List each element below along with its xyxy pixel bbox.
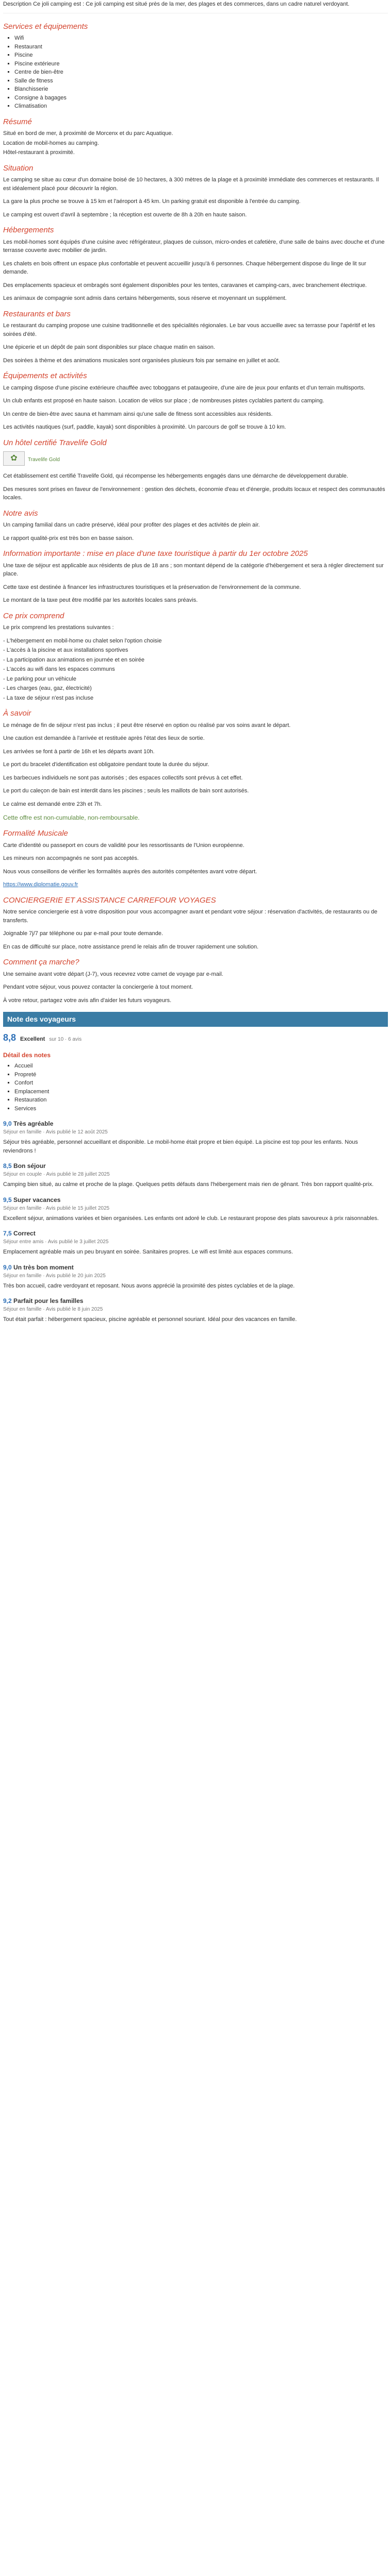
review-text: Excellent séjour, animations variées et bien organisées. Les enfants ont adoré le club. Le restaurant propose des plats savoureux à prix raisonnables.: [3, 1215, 379, 1222]
review-meta: Séjour entre amis · Avis publié le 3 juillet 2025: [3, 1239, 109, 1245]
review-text: Très bon accueil, cadre verdoyant et reposant. Nous avons apprécié la proximité des pistes cyclables et de la plage.: [3, 1282, 295, 1289]
resume-list: [3, 129, 388, 157]
review-title-text: Très agréable: [13, 1120, 54, 1127]
list-item: - L'accès au wifi dans les espaces communs: [3, 666, 115, 672]
notre-avis-section: [3, 509, 388, 543]
travelife-title: Un hôtel certifié Travelife Gold: [3, 438, 107, 447]
paragraph: Un club enfants est proposé en haute saison. Location de vélos sur place ; de nombreuses pistes cyclables partent du camping.: [3, 398, 324, 404]
list-item: - L'hébergement en mobil-home ou chalet selon l'option choisie: [3, 637, 162, 644]
list-item: ▪ Salle de fitness: [14, 77, 388, 86]
review-score: 8,5: [3, 1162, 12, 1170]
review-stay: Séjour en couple: [3, 1172, 42, 1177]
travelife-logo: [3, 450, 388, 469]
review-score: 7,5: [3, 1230, 12, 1237]
review-title: [3, 1296, 388, 1306]
conciergerie-section: [3, 895, 388, 952]
review-meta: Séjour en famille · Avis publié le 15 juillet 2025: [3, 1205, 110, 1211]
prix-compris-section: [3, 611, 388, 703]
paragraph: Joignable 7j/7 par téléphone ou par e-mail pour toute demande.: [3, 930, 164, 937]
review-date: Avis publié le 15 juillet 2025: [45, 1205, 110, 1211]
paragraph: Nous vous conseillons de vérifier les formalités auprès des autorités compétentes avant votre départ.: [3, 868, 257, 875]
list-item: ▪ Centre de bien-être: [14, 68, 388, 77]
review-meta: Séjour en couple · Avis publié le 28 juillet 2025: [3, 1172, 110, 1177]
paragraph: Une épicerie et un dépôt de pain sont disponibles sur place chaque matin en saison.: [3, 344, 215, 350]
paragraph: Cet établissement est certifié Travelife Gold, qui récompense les hébergements engagés dans une démarche de développement durable.: [3, 473, 348, 479]
review-score: 9,0: [3, 1263, 12, 1271]
paragraph: Le port du caleçon de bain est interdit dans les piscines ; seuls les maillots de bain sont autorisés.: [3, 788, 249, 794]
paragraph: Les activités nautiques (surf, paddle, kayak) sont disponibles à proximité. Un parcours de golf se trouve à 10 km.: [3, 424, 286, 430]
paragraph: Des soirées à thème et des animations musicales sont organisées plusieurs fois par semaine en juillet et août.: [3, 357, 280, 364]
review-meta: Séjour en famille · Avis publié le 8 juin 2025: [3, 1307, 103, 1312]
criteria-list: [14, 1062, 388, 1113]
hebergements-title: Hébergements: [3, 226, 54, 234]
paragraph: Le calme est demandé entre 23h et 7h.: [3, 801, 102, 807]
comment-section: [3, 957, 388, 1005]
review-title-text: Correct: [13, 1230, 36, 1237]
list-item: - L'accès à la piscine et aux installations sportives: [3, 647, 128, 653]
list-item: ▪ Consigne à bagages: [14, 94, 388, 103]
paragraph: Le rapport qualité-prix est très bon en basse saison.: [3, 535, 134, 541]
list-item: Hôtel-restaurant à proximité.: [3, 149, 75, 156]
situation-section: [3, 163, 388, 219]
criteria-title: Détail des notes: [3, 1052, 51, 1059]
restaurants-section: [3, 309, 388, 365]
paragraph: La gare la plus proche se trouve à 15 km et l'aéroport à 45 km. Un parking gratuit est disponible à l'entrée du camping.: [3, 198, 301, 205]
paragraph: Le port du bracelet d'identification est obligatoire pendant toute la durée du séjour.: [3, 761, 209, 768]
reviews-count: sur 10 · 6 avis: [49, 1037, 82, 1042]
list-item: ▪ Piscine: [14, 51, 388, 60]
review-stay: Séjour en famille: [3, 1129, 42, 1135]
paragraph: Pendant votre séjour, vous pouvez contacter la conciergerie à tout moment.: [3, 984, 193, 990]
review-text: Emplacement agréable mais un peu bruyant en soirée. Sanitaires propres. Le wifi est limité aux espaces communs.: [3, 1249, 293, 1255]
restaurants-title: Restaurants et bars: [3, 309, 71, 318]
review-date: Avis publié le 20 juin 2025: [45, 1273, 106, 1279]
reviews-score-label: Excellent: [20, 1036, 45, 1042]
review-text: Tout était parfait : hébergement spacieux, piscine agréable et personnel souriant. Idéal pour des vacances en famille.: [3, 1316, 297, 1323]
notre-avis-title: Notre avis: [3, 509, 38, 518]
paragraph: En cas de difficulté sur place, notre assistance prend le relais afin de trouver rapidement une solution.: [3, 943, 259, 950]
review-score: 9,2: [3, 1297, 12, 1304]
leaf-icon: ✿: [3, 451, 25, 466]
formalites-section: [3, 828, 388, 889]
review-card: [3, 1263, 388, 1291]
reviews-score: 8,8: [3, 1032, 17, 1043]
comment-title: Comment ça marche?: [3, 958, 79, 967]
paragraph: Le camping se situe au cœur d'un domaine boisé de 10 hectares, à 300 mètres de la plage et à proximité immédiate des commerces et restaurants. Il est idéalement placé pour découvrir la région.: [3, 177, 379, 192]
reviews-summary: [3, 1031, 388, 1045]
formalites-title: Formalité Musicale: [3, 829, 68, 838]
formalites-link[interactable]: https://www.diplomatie.gouv.fr: [3, 882, 78, 888]
description: Description Ce joli camping est : Ce joli camping est situé près de la mer, des plages et des commerces, dans un cadre naturel verdoyant.: [3, 1, 350, 7]
list-item: ▪ Piscine extérieure: [14, 60, 388, 69]
paragraph: Le ménage de fin de séjour n'est pas inclus ; il peut être réservé en option ou réalisé par vos soins avant le départ.: [3, 722, 291, 728]
paragraph: Des mesures sont prises en faveur de l'environnement : gestion des déchets, économie d'eau et d'énergie, produits locaux et respect des communautés locales.: [3, 486, 385, 501]
review-meta: Séjour en famille · Avis publié le 12 août 2025: [3, 1129, 108, 1135]
list-item: - La participation aux animations en journée et en soirée: [3, 656, 144, 663]
list-item: ▪ Emplacement: [14, 1088, 388, 1096]
list-item: ▪ Wifi: [14, 34, 388, 43]
review-card: [3, 1195, 388, 1223]
a-savoir-title: À savoir: [3, 709, 31, 718]
important-title: Information importante : mise en place d'une taxe touristique à partir du 1er octobre 2025: [3, 549, 308, 558]
list-item: Location de mobil-homes au camping.: [3, 140, 99, 146]
review-title: [3, 1161, 388, 1171]
travelife-caption: Travelife Gold: [28, 456, 60, 463]
review-text: Camping bien situé, au calme et proche de la plage. Quelques petits défauts dans l'hébergement mais rien de gênant. Très bon rapport qualité-prix.: [3, 1181, 374, 1188]
paragraph: Les animaux de compagnie sont admis dans certains hébergements, sous réserve et moyennant un supplément.: [3, 295, 287, 301]
review-card: [3, 1119, 388, 1155]
review-score: 9,0: [3, 1120, 12, 1127]
list-item: ▪ Restaurant: [14, 43, 388, 52]
paragraph: Le montant de la taxe peut être modifié par les autorités locales sans préavis.: [3, 597, 198, 603]
list-item: ▪ Services: [14, 1105, 388, 1113]
review-date: Avis publié le 8 juin 2025: [45, 1307, 103, 1312]
paragraph: Cette taxe est destinée à financer les infrastructures touristiques et la préservation de l'environnement de la commune.: [3, 584, 301, 590]
reviews-header: Note des voyageurs: [3, 1012, 388, 1027]
review-stay: Séjour en famille: [3, 1205, 42, 1211]
paragraph: Le camping dispose d'une piscine extérieure chauffée avec toboggans et pataugeoire, d'une aire de jeux pour enfants et d'un terrain multisports.: [3, 384, 365, 391]
review-card: [3, 1161, 388, 1189]
review-date: Avis publié le 12 août 2025: [45, 1129, 108, 1135]
a-savoir-section: [3, 708, 388, 822]
paragraph: Le prix comprend les prestations suivantes :: [3, 624, 114, 631]
review-title-text: Parfait pour les familles: [13, 1297, 84, 1304]
services-section: [3, 13, 388, 111]
paragraph: Une caution est demandée à l'arrivée et restituée après l'état des lieux de sortie.: [3, 735, 205, 741]
hebergements-section: [3, 225, 388, 303]
paragraph: Un camping familial dans un cadre préservé, idéal pour profiter des plages et des activités de plein air.: [3, 522, 260, 528]
equipements-title: Équipements et activités: [3, 371, 87, 380]
paragraph: Carte d'identité ou passeport en cours de validité pour les ressortissants de l'Union européenne.: [3, 842, 245, 849]
review-stay: Séjour en famille: [3, 1307, 42, 1312]
prix-compris-list: [3, 637, 388, 703]
paragraph: Le camping est ouvert d'avril à septembre ; la réception est ouverte de 8h à 20h en haute saison.: [3, 211, 247, 218]
important-section: [3, 549, 388, 605]
situation-title: Situation: [3, 163, 34, 173]
equipements-section: [3, 371, 388, 432]
list-item: ▪ Propreté: [14, 1071, 388, 1079]
paragraph: Un centre de bien-être avec sauna et hammam ainsi qu'une salle de fitness sont accessibles aux résidents.: [3, 411, 273, 417]
paragraph: Une taxe de séjour est applicable aux résidents de plus de 18 ans ; son montant dépend de la catégorie d'hébergement et sera à régler directement sur place.: [3, 562, 384, 577]
paragraph: Notre service conciergerie est à votre disposition pour vous accompagner avant et pendant votre séjour : réservation d'activités, de restaurants ou de transferts.: [3, 909, 378, 924]
review-title: [3, 1229, 388, 1238]
review-date: Avis publié le 28 juillet 2025: [46, 1172, 110, 1177]
list-item: ▪ Restauration: [14, 1096, 388, 1105]
list-item: Situé en bord de mer, à proximité de Morcenx et du parc Aquatique.: [3, 130, 173, 137]
list-item: - Les charges (eau, gaz, électricité): [3, 685, 92, 691]
list-item: ▪ Climatisation: [14, 102, 388, 111]
list-item: - Le parking pour un véhicule: [3, 675, 76, 682]
paragraph: Des emplacements spacieux et ombragés sont également disponibles pour les tentes, caravanes et camping-cars, avec branchement électrique.: [3, 282, 367, 289]
review-title-text: Un très bon moment: [13, 1263, 74, 1271]
list-item: - La taxe de séjour n'est pas incluse: [3, 694, 94, 701]
review-title-text: Super vacances: [13, 1196, 61, 1204]
review-stay: Séjour en famille: [3, 1273, 42, 1279]
review-title: [3, 1119, 388, 1128]
review-title-text: Bon séjour: [13, 1162, 46, 1170]
resume-title: Résumé: [3, 117, 32, 126]
paragraph: Les arrivées se font à partir de 16h et les départs avant 10h.: [3, 748, 155, 755]
review-title: [3, 1263, 388, 1272]
review-card: [3, 1296, 388, 1324]
services-title: Services et équipements: [3, 22, 88, 31]
a-savoir-note: Cette offre est non-cumulable, non-remboursable.: [3, 814, 140, 821]
review-card: [3, 1229, 388, 1257]
conciergerie-title: CONCIERGERIE ET ASSISTANCE CARREFOUR VOYAGES: [3, 895, 216, 905]
reviews-section: [3, 1012, 388, 1324]
prix-compris-title: Ce prix comprend: [3, 611, 64, 620]
paragraph: Les chalets en bois offrent un espace plus confortable et peuvent accueillir jusqu'à 6 personnes. Chaque hébergement dispose du linge de lit sur demande.: [3, 260, 366, 275]
paragraph: Les mobil-homes sont équipés d'une cuisine avec réfrigérateur, plaques de cuisson, micro-ondes et cafetière, d'une salle de bains avec douche et d'une terrasse couverte avec mobilier de jardin.: [3, 239, 385, 253]
paragraph: Les barbecues individuels ne sont pas autorisés ; des espaces collectifs sont prévus à cet effet.: [3, 774, 243, 781]
paragraph: Une semaine avant votre départ (J-7), vous recevrez votre carnet de voyage par e-mail.: [3, 971, 223, 977]
review-score: 9,5: [3, 1196, 12, 1204]
review-meta: Séjour en famille · Avis publié le 20 juin 2025: [3, 1273, 106, 1279]
review-stay: Séjour entre amis: [3, 1239, 44, 1245]
list-item: ▪ Accueil: [14, 1062, 388, 1071]
paragraph: Les mineurs non accompagnés ne sont pas acceptés.: [3, 855, 139, 861]
paragraph: À votre retour, partagez votre avis afin d'aider les futurs voyageurs.: [3, 997, 172, 1004]
resume-section: [3, 117, 388, 157]
review-title: [3, 1195, 388, 1205]
services-list: [14, 34, 388, 111]
list-item: ▪ Confort: [14, 1079, 388, 1088]
travelife-section: [3, 438, 388, 502]
review-text: Séjour très agréable, personnel accueillant et disponible. Le mobil-home était propre et bien équipé. La piscine est top pour les enfants. Nous reviendrons !: [3, 1139, 358, 1154]
list-item: ▪ Blanchisserie: [14, 85, 388, 94]
review-date: Avis publié le 3 juillet 2025: [47, 1239, 109, 1245]
paragraph: Le restaurant du camping propose une cuisine traditionnelle et des spécialités régionales. Le bar vous accueille avec sa terrasse pour l'apéritif et les soirées d'été.: [3, 323, 376, 337]
